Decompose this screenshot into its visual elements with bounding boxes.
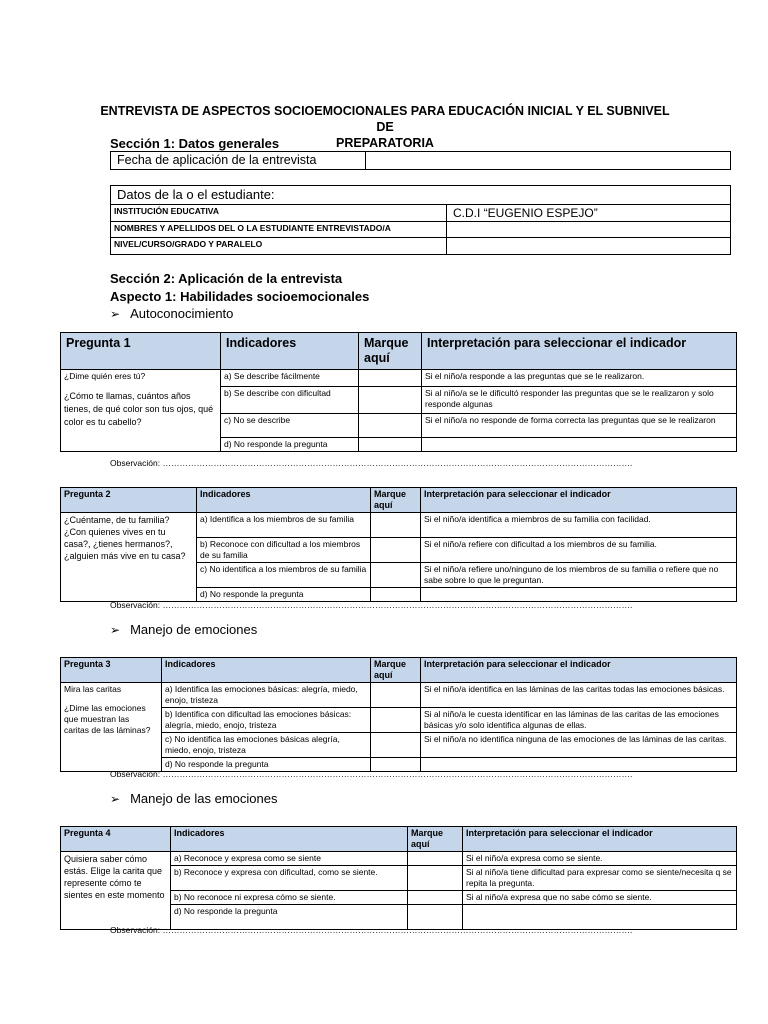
subheading-label: Autoconocimiento [130, 306, 234, 321]
mark-cell[interactable] [408, 866, 463, 891]
nombres-label: NOMBRES Y APELLIDOS DEL O LA ESTUDIANTE ENTREVISTADO/A [111, 222, 447, 238]
fecha-label: Fecha de aplicación de la entrevista [111, 152, 366, 170]
indicator-cell: d) No responde la pregunta [221, 438, 359, 452]
subheading-autoconocimiento [110, 306, 233, 321]
pregunta-1-table [60, 332, 737, 452]
aspecto-1-heading: Aspecto 1: Habilidades socioemocionales [110, 289, 370, 304]
indicator-cell: b) Reconoce y expresa con dificultad, como se siente. [171, 866, 408, 891]
indicator-cell: c) No se describe [221, 414, 359, 438]
pregunta-3-header: Pregunta 3 [61, 658, 162, 683]
indicator-cell: b) No reconoce ni expresa cómo se siente. [171, 891, 408, 905]
pregunta-3-table [60, 657, 737, 772]
marque-header: Marque aquí [408, 827, 463, 852]
interpretacion-header: Interpretación para seleccionar el indicador [421, 658, 737, 683]
interpretacion-header: Interpretación para seleccionar el indicador [463, 827, 737, 852]
arrow-bullet-icon: ➢ [110, 307, 121, 321]
section-2-heading: Sección 2: Aplicación de la entrevista [110, 271, 343, 286]
interpretation-cell: Si al niño/a le cuesta identificar en las láminas de las caritas de las emociones básicas y/o solo identifica algunas de ellas. [421, 708, 737, 733]
pregunta-1-text [61, 370, 221, 452]
pregunta-1-header: Pregunta 1 [61, 333, 221, 370]
observacion-line[interactable]: Observación: …………………………………………………………………………………………………………………………………………………. [110, 925, 633, 935]
observacion-line[interactable]: Observación: …………………………………………………………………………………………………………………………………………………. [110, 769, 633, 779]
mark-cell[interactable] [408, 852, 463, 866]
mark-cell[interactable] [359, 370, 422, 387]
indicator-cell: b) Identifica con dificultad las emociones básicas: alegría, miedo, enojo, tristeza [162, 708, 371, 733]
indicator-cell: a) Se describe fácilmente [221, 370, 359, 387]
mark-cell[interactable] [371, 683, 421, 708]
observacion-line[interactable]: Observación: …………………………………………………………………………………………………………………………………………………. [110, 458, 633, 468]
mark-cell[interactable] [371, 563, 421, 588]
indicator-cell: a) Reconoce y expresa como se siente [171, 852, 408, 866]
mark-cell[interactable] [371, 708, 421, 733]
indicadores-header: Indicadores [162, 658, 371, 683]
mark-cell[interactable] [371, 733, 421, 758]
interpretacion-header: Interpretación para seleccionar el indicador [421, 488, 737, 513]
nombres-field[interactable] [447, 222, 731, 238]
mark-cell[interactable] [408, 891, 463, 905]
section-1-heading: Sección 1: Datos generales [110, 136, 280, 151]
institucion-label: INSTITUCIÓN EDUCATIVA [111, 205, 447, 222]
question-line: Mira las caritas [64, 684, 122, 694]
pregunta-4-text: Quisiera saber cómo estás. Elige la carita que represente cómo te sientes en este momento [61, 852, 171, 930]
pregunta-3-text [61, 683, 162, 772]
mark-cell[interactable] [359, 387, 422, 414]
arrow-bullet-icon: ➢ [110, 623, 121, 637]
pregunta-2-table [60, 487, 737, 602]
nivel-field[interactable] [447, 238, 731, 255]
institucion-value[interactable]: C.D.I “EUGENIO ESPEJO” [447, 205, 731, 222]
question-line: ¿Dime las emociones que muestran las caritas de las láminas? [64, 703, 151, 735]
pregunta-4-header: Pregunta 4 [61, 827, 171, 852]
interpretation-cell: Si al niño/a expresa que no sabe cómo se siente. [463, 891, 737, 905]
marque-header: Marque aquí [359, 333, 422, 370]
question-line: ¿Cómo te llamas, cuántos años tienes, de qué color son tus ojos, qué color es tu cabello? [64, 391, 214, 427]
arrow-bullet-icon: ➢ [110, 792, 121, 806]
interpretation-cell: Si el niño/a no identifica ninguna de las emociones de las láminas de las caritas. [421, 733, 737, 758]
indicadores-header: Indicadores [197, 488, 371, 513]
indicator-cell: b) Reconoce con dificultad a los miembros de su familia [197, 538, 371, 563]
marque-header: Marque aquí [371, 658, 421, 683]
indicadores-header: Indicadores [171, 827, 408, 852]
interpretation-cell: Si el niño/a responde a las preguntas que se le realizaron. [422, 370, 737, 387]
mark-cell[interactable] [371, 538, 421, 563]
student-header: Datos de la o el estudiante: [111, 186, 731, 205]
indicator-cell: d) No responde la pregunta [162, 758, 371, 772]
indicator-cell: d) No responde la pregunta [197, 588, 371, 602]
marque-header: Marque aquí [371, 488, 421, 513]
interpretation-cell: Si el niño/a refiere con dificultad a los miembros de su familia. [421, 538, 737, 563]
interpretation-cell [422, 438, 737, 452]
fecha-field[interactable] [366, 152, 731, 170]
interpretation-cell: Si el niño/a expresa como se siente. [463, 852, 737, 866]
indicator-cell: c) No identifica las emociones básicas alegría, miedo, enojo, tristeza [162, 733, 371, 758]
mark-cell[interactable] [371, 513, 421, 538]
indicator-cell: a) Identifica a los miembros de su familia [197, 513, 371, 538]
interpretation-cell: Si el niño/a identifica a miembros de su familia con facilidad. [421, 513, 737, 538]
indicator-cell: c) No identifica a los miembros de su familia [197, 563, 371, 588]
interpretation-cell: Si el niño/a no responde de forma correcta las preguntas que se le realizaron [422, 414, 737, 438]
pregunta-2-header: Pregunta 2 [61, 488, 197, 513]
interpretation-cell: Si al niño/a se le dificultó responder las preguntas que se le realizaron y solo responde algunas [422, 387, 737, 414]
interpretation-cell: Si al niño/a tiene dificultad para expresar como se siente/necesita q se repita la pregunta. [463, 866, 737, 891]
subheading-label: Manejo de las emociones [130, 791, 278, 806]
mark-cell[interactable] [359, 414, 422, 438]
subheading-manejo-de-las-emociones [110, 791, 277, 806]
student-table [110, 185, 731, 255]
nivel-label: NIVEL/CURSO/GRADO Y PARALELO [111, 238, 447, 255]
question-line: ¿Dime quién eres tú? [64, 371, 146, 381]
pregunta-4-table [60, 826, 737, 930]
indicator-cell: b) Se describe con dificultad [221, 387, 359, 414]
indicator-cell: d) No responde la pregunta [171, 905, 408, 930]
subheading-label: Manejo de emociones [130, 622, 258, 637]
interpretacion-header: Interpretación para seleccionar el indicador [422, 333, 737, 370]
indicadores-header: Indicadores [221, 333, 359, 370]
title-line-2: PREPARATORIA [336, 136, 434, 150]
subheading-manejo-emociones [110, 622, 257, 637]
pregunta-2-text: ¿Cuéntame, de tu familia? ¿Con quienes vives en tu casa?, ¿tienes hermanos?, ¿alguien más vive en tu casa? [61, 513, 197, 602]
fecha-table [110, 151, 731, 170]
interpretation-cell: Si el niño/a identifica en las láminas de las caritas todas las emociones básicas. [421, 683, 737, 708]
indicator-cell: a) Identifica las emociones básicas: alegría, miedo, enojo, tristeza [162, 683, 371, 708]
interpretation-cell: Si el niño/a refiere uno/ninguno de los miembros de su familia o refiere que no sabe sobre lo que le preguntan. [421, 563, 737, 588]
title-line-1: ENTREVISTA DE ASPECTOS SOCIOEMOCIONALES PARA EDUCACIÓN INICIAL Y EL SUBNIVEL DE [100, 104, 670, 134]
observacion-line[interactable]: Observación: …………………………………………………………………………………………………………………………………………………. [110, 600, 633, 610]
mark-cell[interactable] [359, 438, 422, 452]
